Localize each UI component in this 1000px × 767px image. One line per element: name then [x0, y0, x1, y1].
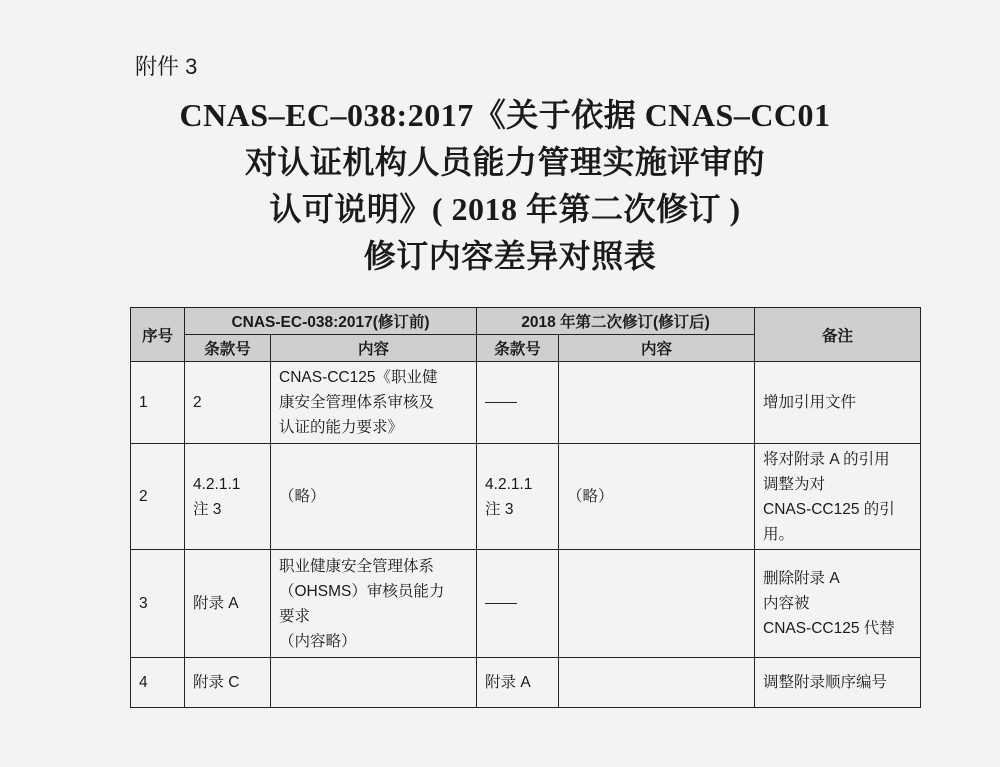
cell-before-clause: 附录 C: [185, 658, 271, 708]
text-line: CNAS-CC125 的引: [763, 500, 895, 518]
cell-after-content: [559, 658, 755, 708]
cell-before-content: [271, 550, 477, 658]
cell-remark: 调整附录顺序编号: [755, 658, 921, 708]
text-line: 注 3: [193, 500, 222, 518]
table-row: [131, 444, 921, 550]
cell-before-content: [271, 362, 477, 444]
cell-after-content: [559, 550, 755, 658]
cell-remark: [755, 550, 921, 658]
dash-mark: [485, 402, 517, 403]
table-row: [131, 658, 921, 708]
cell-after-clause: 附录 A: [477, 658, 559, 708]
cell-after-clause: [477, 444, 559, 550]
cell-remark: [755, 444, 921, 550]
text-line: CNAS-CC125 代替: [763, 620, 895, 637]
cell-seq: 1: [131, 362, 185, 444]
dash-mark: [485, 603, 517, 604]
attachment-label: 附件 3: [135, 54, 198, 79]
title-line-3: 认可说明》( 2018 年第二次修订 ): [269, 191, 741, 227]
header-clause-before: 条款号: [185, 335, 271, 362]
cell-before-clause: 2: [185, 362, 271, 444]
table-row: [131, 362, 921, 444]
cell-before-content: [271, 444, 477, 550]
text-line: 将对附录 A 的引用: [763, 450, 890, 468]
cell-seq: 2: [131, 444, 185, 550]
text-line: 4.2.1.1: [485, 475, 533, 493]
header-content-after: 内容: [559, 335, 755, 362]
text-line: 调整为对: [763, 475, 826, 493]
text-line: 增加引用文件: [763, 394, 857, 411]
cell-seq: 4: [131, 658, 185, 708]
cell-remark: [755, 362, 921, 444]
header-seq: 序号: [131, 308, 185, 362]
cell-seq: 3: [131, 550, 185, 658]
text-line: 注 3: [485, 500, 514, 518]
text-line: 要求: [279, 607, 311, 625]
text-line: 内容被: [763, 595, 810, 612]
text-line: 康安全管理体系审核及: [279, 394, 435, 411]
title-line-4: 修订内容差异对照表: [363, 238, 657, 274]
cell-before-content: [271, 658, 477, 708]
text-line: （OHSMS）审核员能力: [279, 582, 445, 600]
text-line: 用。: [763, 525, 795, 543]
cell-after-content: （略）: [559, 444, 755, 550]
cell-after-clause: [477, 362, 559, 444]
document-title: [100, 92, 900, 280]
text-line: （略）: [279, 488, 326, 505]
header-clause-after: 条款号: [477, 335, 559, 362]
header-content-before: 内容: [271, 335, 477, 362]
comparison-table: [130, 307, 921, 708]
title-line-2: 对认证机构人员能力管理实施评审的: [244, 144, 765, 180]
cell-before-clause: 附录 A: [185, 550, 271, 658]
table-row: [131, 550, 921, 658]
text-line: 职业健康安全管理体系: [279, 557, 435, 575]
cell-after-clause: [477, 550, 559, 658]
header-remark: 备注: [755, 308, 921, 362]
cell-after-content: [559, 362, 755, 444]
cell-before-clause: [185, 444, 271, 550]
text-line: 认证的能力要求》: [279, 419, 404, 436]
text-line: 删除附录 A: [763, 570, 840, 587]
header-after-group: 2018 年第二次修订(修订后): [477, 308, 755, 335]
header-before-group: CNAS-EC-038:2017(修订前): [185, 308, 477, 335]
text-line: 4.2.1.1: [193, 475, 241, 493]
text-line: （内容略）: [279, 632, 357, 650]
title-line-1: CNAS–EC–038:2017《关于依据 CNAS–CC01: [179, 97, 831, 133]
table-header-row: [131, 308, 921, 335]
text-line: CNAS-CC125《职业健: [279, 369, 438, 386]
